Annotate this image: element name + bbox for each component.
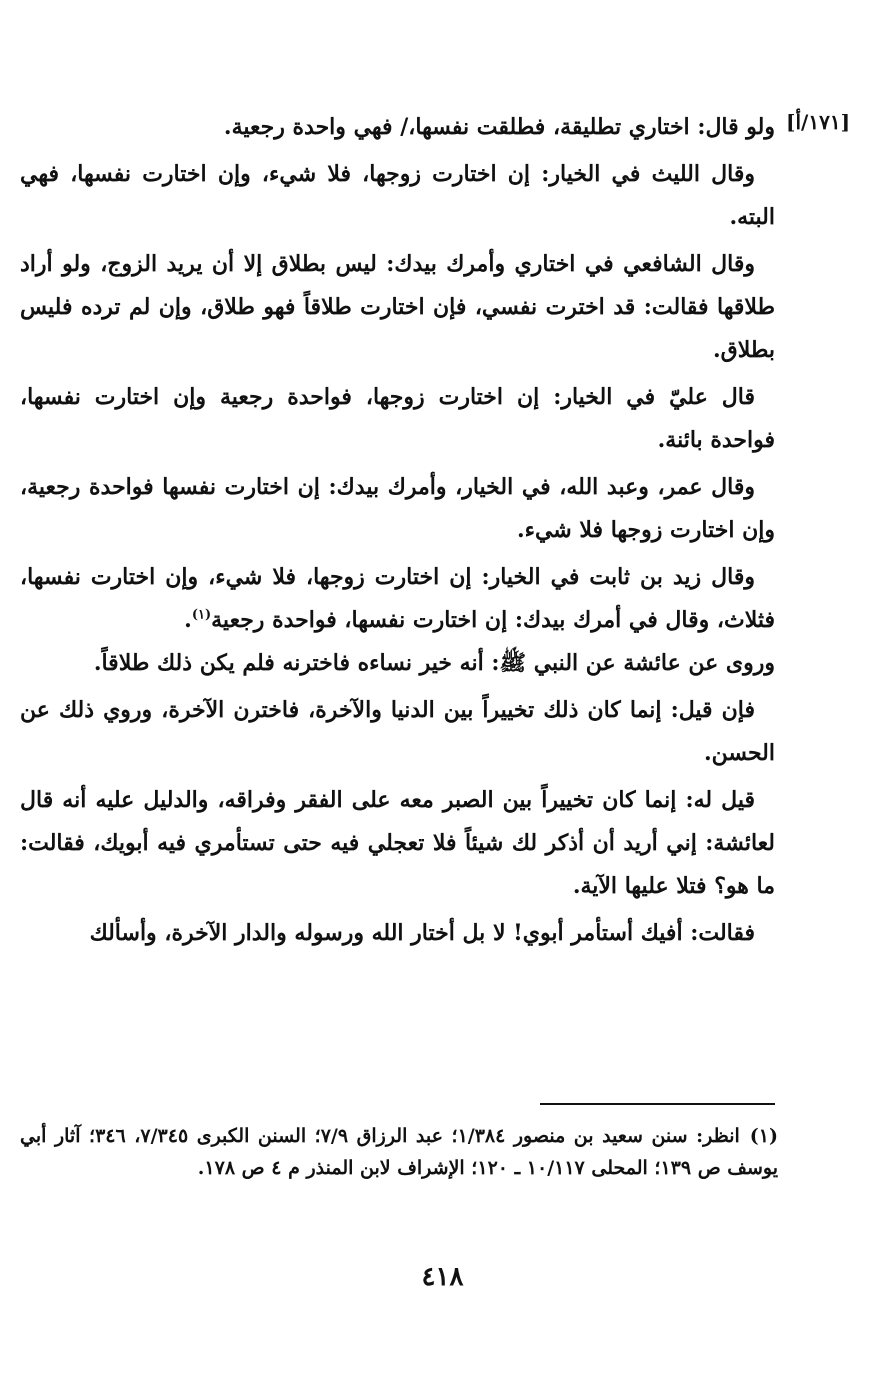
paragraph-6	[20, 556, 775, 685]
footnote-reference: (١)	[191, 607, 212, 623]
footnote-text: انظر: سنن سعيد بن منصور ١/٣٨٤؛ عبد الرزاق ٧/٩؛ السنن الكبرى ٧/٣٤٥، ٣٤٦؛ آثار أبي يوسف ص ١٣٩؛ المحلى ١٠/١١٧ ـ ١٢٠؛ الإشراف لابن المنذر م ٤ ص ١٧٨.	[20, 1125, 778, 1179]
paragraph-7: فإن قيل: إنما كان ذلك تخييراً بين الدنيا والآخرة، فاخترن الآخرة، وروي ذلك عن الحسن.	[20, 697, 775, 766]
paragraph-4: قال عليّ في الخيار: إن اختارت زوجها، فواحدة رجعية وإن اختارت نفسها، فواحدة بائنة.	[20, 384, 775, 453]
paragraph-6-end: .	[184, 607, 192, 633]
paragraph-5: وقال عمر، وعبد الله، في الخيار، وأمرك بيدك: إن اختارت نفسها فواحدة رجعية، وإن اختارت زوجها فلا شيء.	[20, 474, 775, 543]
paragraph-6-narration: وروى عن عائشة عن النبي ﷺ: أنه خير نساءه فاخترنه فلم يكن ذلك طلاقاً.	[93, 650, 775, 676]
paragraph-2: وقال الليث في الخيار: إن اختارت زوجها، فلا شيء، وإن اختارت نفسها، فهي البته.	[20, 161, 775, 230]
footnote-separator	[540, 1103, 775, 1105]
main-text	[20, 106, 775, 959]
page-number: ٤١٨	[421, 1262, 464, 1292]
footnote-number: (١)	[749, 1125, 778, 1147]
paragraph-9: فقالت: أفيك أستأمر أبوي! لا بل أختار الله ورسوله والدار الآخرة، وأسألك	[89, 920, 755, 946]
paragraph-8: قيل له: إنما كان تخييراً بين الصبر معه على الفقر وفراقه، والدليل عليه أنه قال لعائشة: إني أريد أن أذكر لك شيئاً فلا تعجلي فيه حتى تستأمري فيه أبويك، فقالت: ما هو؟ فتلا عليها الآية.	[20, 787, 775, 899]
paragraph-6-text: وقال زيد بن ثابت في الخيار: إن اختارت زوجها، فلا شيء، وإن اختارت نفسها، فثلاث، وقال في أمرك بيدك: إن اختارت نفسها، فواحدة رجعية	[20, 564, 775, 633]
margin-folio-marker: [١٧١/أ]	[786, 110, 851, 134]
footnote	[20, 1120, 778, 1184]
paragraph-3: وقال الشافعي في اختاري وأمرك بيدك: ليس بطلاق إلا أن يريد الزوج، ولو أراد طلاقها فقالت: قد اخترت نفسي، فإن اختارت طلاقاً فهو طلاق، وإن لم ترده فليس بطلاق.	[20, 251, 775, 363]
paragraph-1: ولو قال: اختاري تطليقة، فطلقت نفسها،/ فهي واحدة رجعية.	[223, 114, 775, 140]
